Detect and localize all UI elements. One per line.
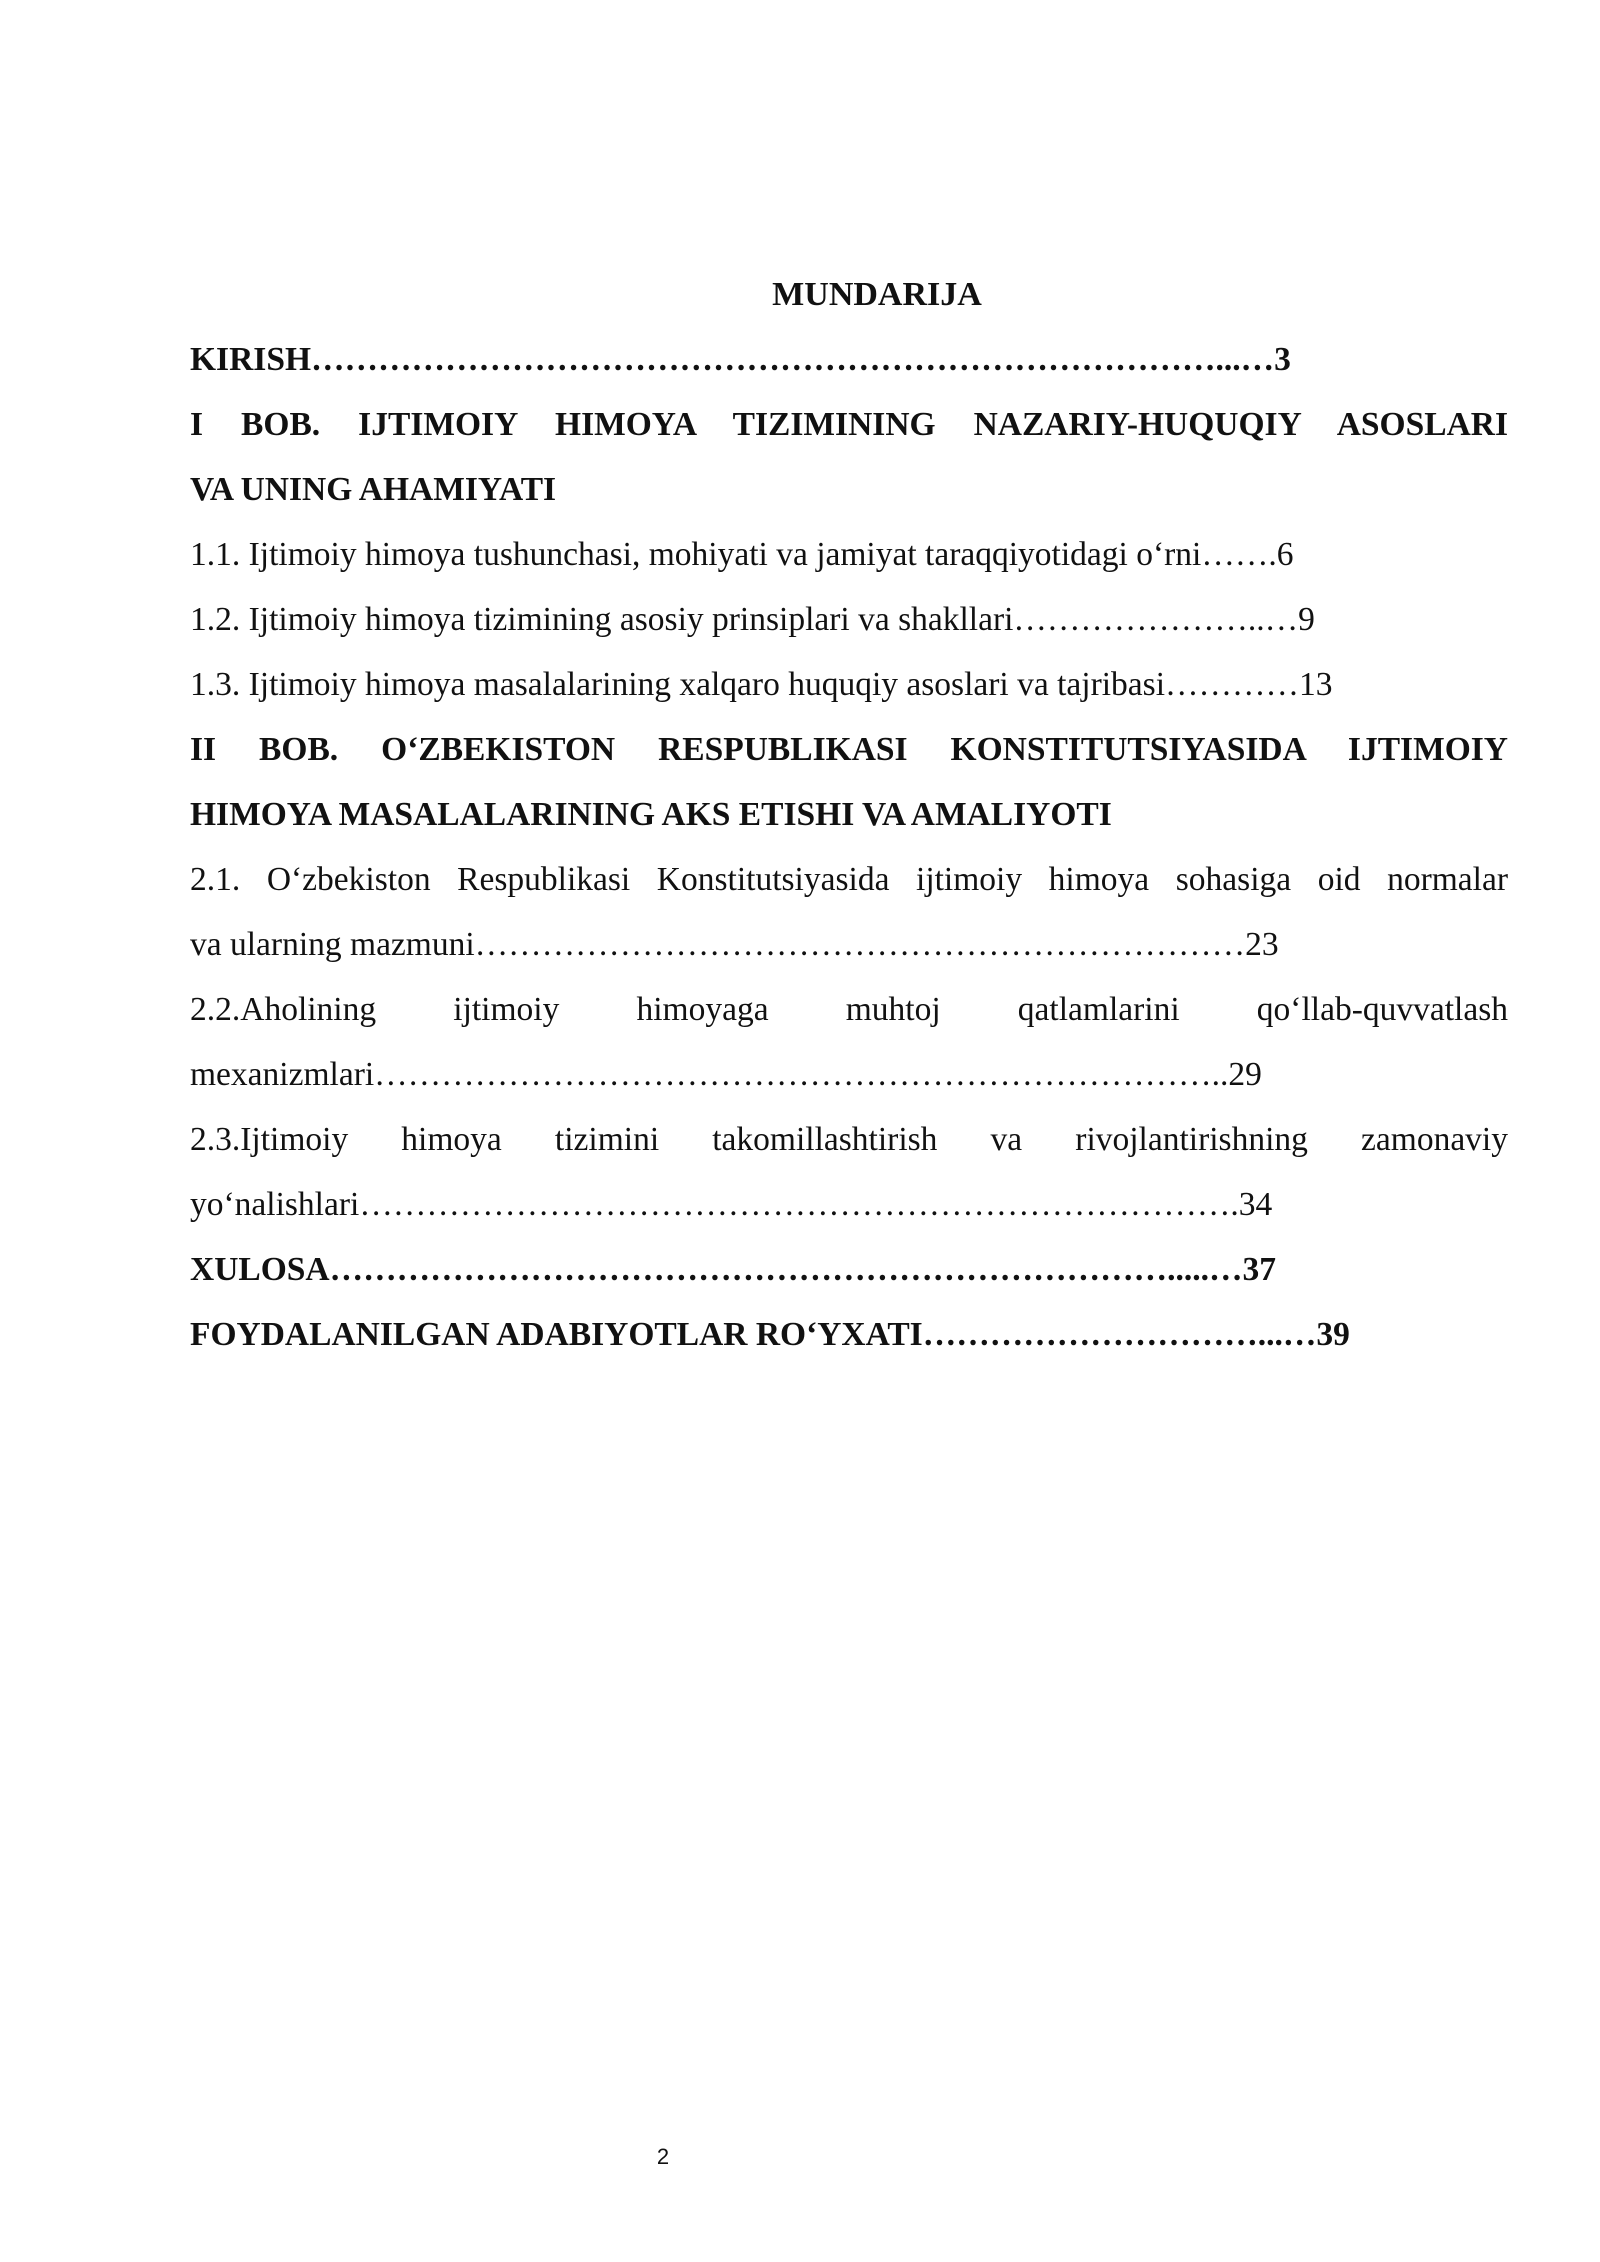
toc-entry-conclusion: XULOSA………………………………………………………………….....…37 xyxy=(190,1251,1276,1288)
toc-chapter-1-heading-line-1: I BOB. IJTIMOIY HIMOYA TIZIMINING NAZARIY-HUQUQIY ASOSLARI xyxy=(190,406,1508,443)
toc-entry-references: FOYDALANILGAN ADABIYOTLAR RO‘YXATI…………………………...…39 xyxy=(190,1316,1350,1353)
page-number: 2 xyxy=(656,2144,670,2169)
toc-title: MUNDARIJA xyxy=(772,276,982,313)
toc-entry-section-1-2: 1.2. Ijtimoiy himoya tizimining asosiy prinsiplari va shakllari…………………..…9 xyxy=(190,601,1315,638)
toc-entry-section-1-1: 1.1. Ijtimoiy himoya tushunchasi, mohiyati va jamiyat taraqqiyotidagi o‘rni…….6 xyxy=(190,536,1294,573)
toc-chapter-1-heading-line-2: VA UNING AHAMIYATI xyxy=(190,471,557,508)
toc-chapter-2-heading-line-1: II BOB. O‘ZBEKISTON RESPUBLIKASI KONSTITUTSIYASIDA IJTIMOIY xyxy=(190,731,1508,768)
toc-entry-section-2-3-line-1: 2.3.Ijtimoiy himoya tizimini takomillashtirish va rivojlantirishning zamonaviy xyxy=(190,1121,1508,1158)
toc-entry-section-2-1-line-1: 2.1. O‘zbekiston Respublikasi Konstitutsiyasida ijtimoiy himoya sohasiga oid normalar xyxy=(190,861,1508,898)
toc-entry-section-2-2-line-1: 2.2.Aholining ijtimoiy himoyaga muhtoj qatlamlarini qo‘llab-quvvatlash xyxy=(190,991,1508,1028)
toc-entry-section-1-3: 1.3. Ijtimoiy himoya masalalarining xalqaro huquqiy asoslari va tajribasi…………13 xyxy=(190,666,1333,703)
toc-entry-section-2-2-line-2: mexanizmlari…………………………………………………………………..29 xyxy=(190,1056,1262,1093)
toc-chapter-2-heading-line-2: HIMOYA MASALALARINING AKS ETISHI VA AMALIYOTI xyxy=(190,796,1112,833)
toc-entry-section-2-3-line-2: yo‘nalishlari…………………………………………………………………….34 xyxy=(190,1186,1273,1223)
table-of-contents xyxy=(190,262,1508,1367)
toc-entry-section-2-1-line-2: va ularning mazmuni……………………………………………………………23 xyxy=(190,926,1279,963)
toc-entry-introduction: KIRISH………………………………………………………………………...…3 xyxy=(190,341,1291,378)
